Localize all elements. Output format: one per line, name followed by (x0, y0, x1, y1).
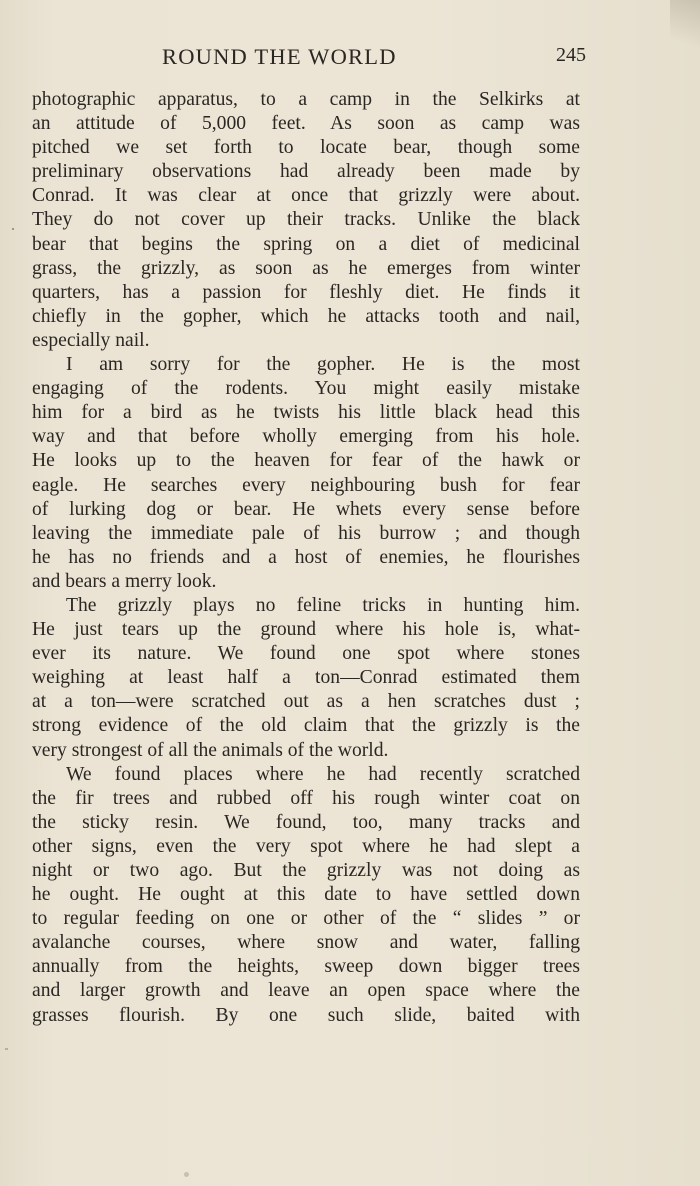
margin-mark (12, 228, 14, 230)
page-number: 245 (556, 44, 586, 66)
text-line: at a ton—were scratched out as a hen scratches dust ; (32, 691, 580, 713)
text-line: engaging of the rodents. You might easily mistake (32, 378, 580, 400)
paragraph-first-line: I am sorry for the gopher. He is the most (66, 354, 580, 376)
paper-speck (5, 1048, 8, 1050)
text-line: quarters, has a passion for fleshly diet. He finds it (32, 281, 580, 303)
text-line: other signs, even the very spot where he had slept a (32, 835, 580, 857)
paragraph-first-line: We found places where he had recently scratched (66, 763, 580, 785)
text-line: he has no friends and a host of enemies, he flourishes (32, 546, 580, 568)
text-line: preliminary observations had already been made by (32, 161, 580, 183)
running-title: ROUND THE WORLD (162, 44, 397, 69)
text-line: ever its nature. We found one spot where stones (32, 643, 580, 665)
text-line: of lurking dog or bear. He whets every sense before (32, 498, 580, 520)
text-line: an attitude of 5,000 feet. As soon as camp was (32, 113, 580, 135)
text-line: he ought. He ought at this date to have settled down (32, 884, 580, 906)
text-line: the sticky resin. We found, too, many tracks and (32, 811, 580, 833)
text-line: and bears a merry look. (32, 570, 217, 592)
body-text (32, 88, 580, 1028)
text-line: night or two ago. But the grizzly was not doing as (32, 860, 580, 881)
text-line: to regular feeding on one or other of the “ slides ” or (32, 908, 580, 930)
text-line: and larger growth and leave an open space where the (32, 980, 580, 1002)
text-line: strong evidence of the old claim that the grizzly is the (32, 715, 580, 737)
text-line: grass, the grizzly, as soon as he emerges from winter (32, 257, 580, 279)
text-line: He looks up to the heaven for fear of the hawk or (32, 450, 580, 472)
text-line: He just tears up the ground where his hole is, what- (32, 619, 580, 641)
text-line: leaving the immediate pale of his burrow ; and though (32, 522, 580, 544)
running-head (32, 44, 586, 78)
paper-spot (184, 1172, 189, 1177)
text-line: chiefly in the gopher, which he attacks tooth and nail, (32, 305, 580, 327)
text-line: They do not cover up their tracks. Unlike the black (32, 209, 580, 231)
text-line: weighing at least half a ton—Conrad estimated them (32, 667, 580, 689)
text-line: avalanche courses, where snow and water, falling (32, 932, 580, 954)
text-line: annually from the heights, sweep down bigger trees (32, 956, 580, 978)
text-line: Conrad. It was clear at once that grizzly were about. (32, 185, 580, 207)
text-line: photographic apparatus, to a camp in the Selkirks at (32, 89, 580, 110)
text-line: pitched we set forth to locate bear, though some (32, 137, 580, 159)
text-line: especially nail. (32, 329, 150, 351)
page-corner-shadow (670, 0, 700, 60)
paragraph-first-line: The grizzly plays no feline tricks in hunting him. (66, 594, 580, 616)
text-line: grasses flourish. By one such slide, baited with (32, 1004, 580, 1026)
text-line: eagle. He searches every neighbouring bush for fear (32, 474, 580, 496)
text-line: way and that before wholly emerging from his hole. (32, 426, 580, 448)
text-line: bear that begins the spring on a diet of medicinal (32, 233, 580, 255)
text-line: the fir trees and rubbed off his rough winter coat on (32, 787, 580, 809)
text-line: very strongest of all the animals of the world. (32, 739, 389, 761)
text-line: him for a bird as he twists his little black head this (32, 402, 580, 424)
